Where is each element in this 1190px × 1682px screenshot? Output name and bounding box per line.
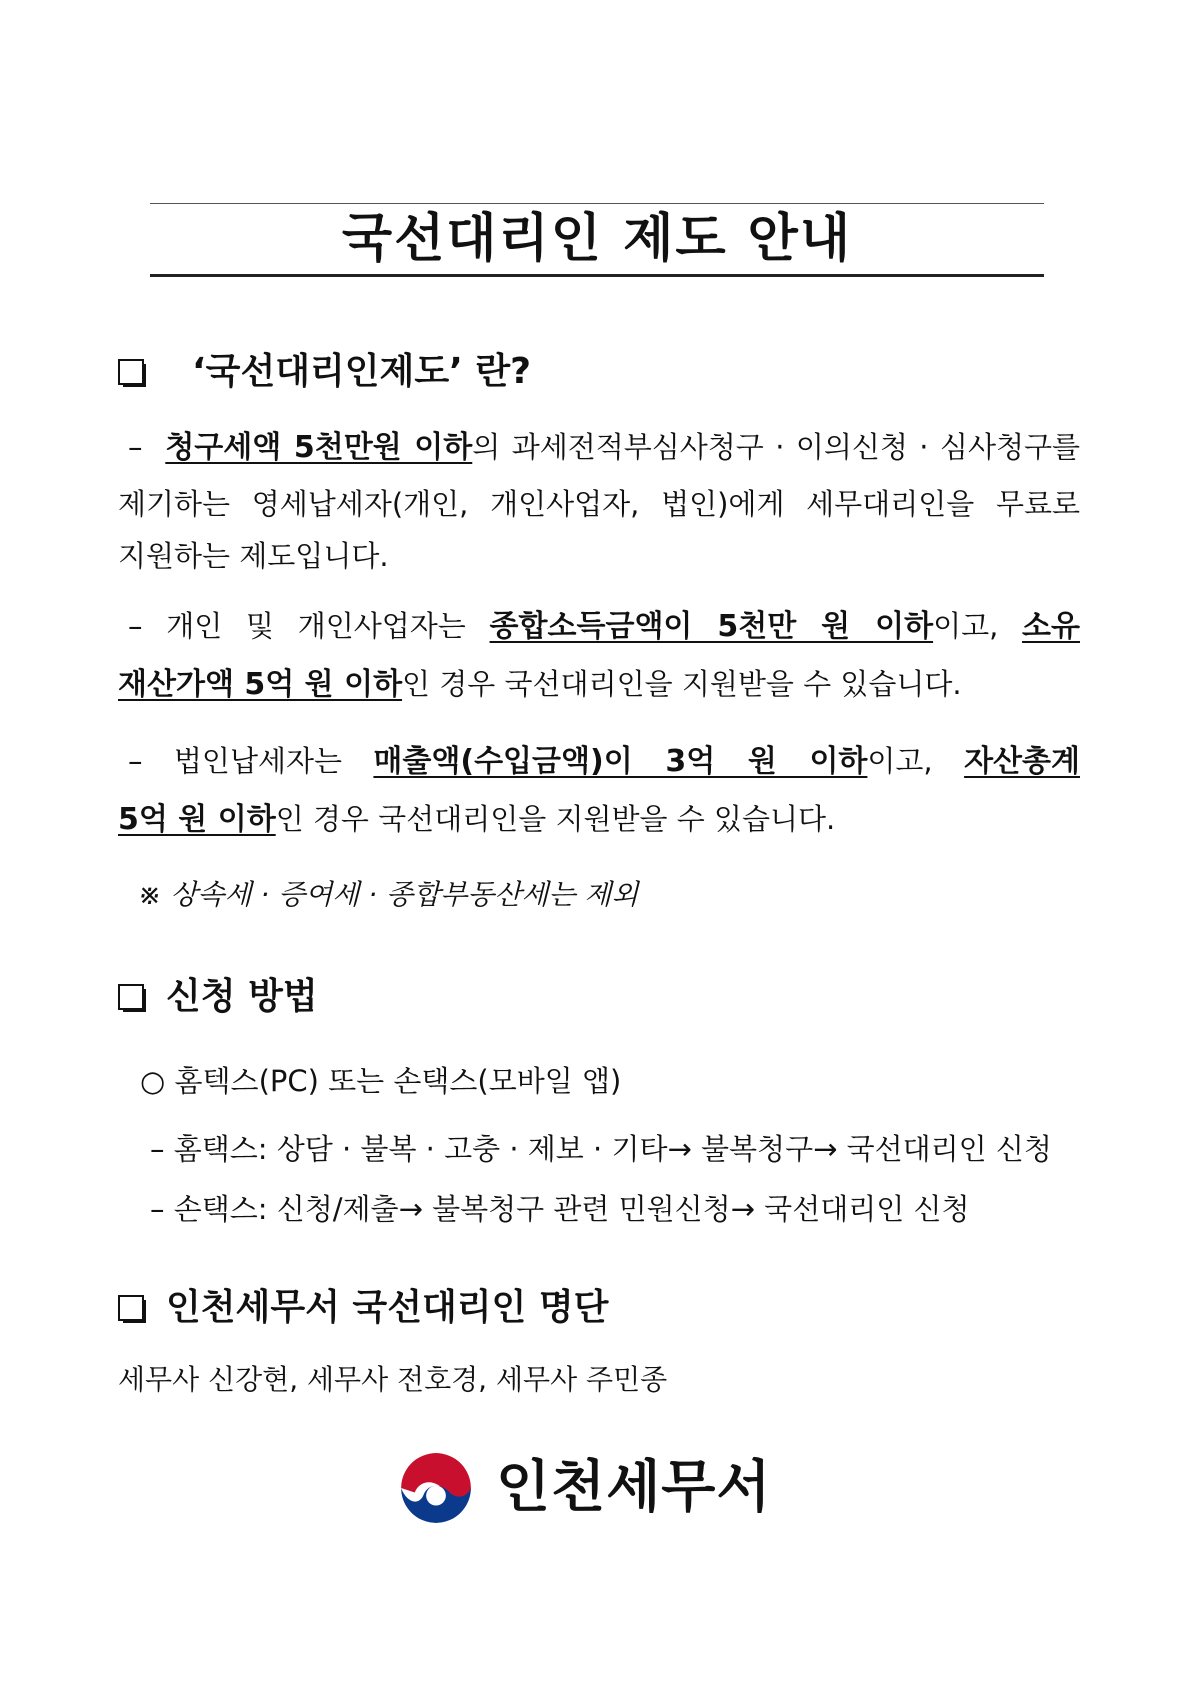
bullet-channels: ○ 홈텍스(PC) 또는 손택스(모바일 앱) (140, 1064, 622, 1098)
paragraph-line: – 법인납세자는 매출액(수입금액)이 3억 원 이하이고, 자산총계 (128, 744, 1080, 779)
section-heading-text: ‘국선대리인제도’ 란? (192, 351, 531, 392)
hometax-path: – 홈택스: 상담 · 불복 · 고충 · 제보 · 기타→ 불복청구→ 국선대리인 신청 (150, 1132, 1052, 1166)
exclusion-note: ※ 상속세 · 증여세 · 종합부동산세는 제외 (138, 878, 639, 911)
highlight-assets-value: 5억 원 이하 (118, 802, 276, 837)
paragraph-line: – 청구세액 5천만원 이하의 과세전적부심사청구 · 이의신청 · 심사청구를 (128, 430, 1081, 465)
paragraph-line: – 개인 및 개인사업자는 종합소득금액이 5천만 원 이하이고, 소유 (128, 609, 1081, 644)
section-heading-text: 인천세무서 국선대리인 명단 (166, 1287, 609, 1328)
title-rule-bottom (150, 274, 1044, 277)
checkbox-square-icon (118, 1295, 144, 1321)
roster-list: 세무사 신강현, 세무사 전호경, 세무사 주민종 (118, 1363, 668, 1396)
title-rule-top (150, 203, 1044, 204)
paragraph-line: 5억 원 이하인 경우 국선대리인을 지원받을 수 있습니다. (118, 802, 836, 837)
sontax-path: – 손택스: 신청/제출→ 불복청구 관련 민원신청→ 국선대리인 신청 (150, 1192, 970, 1226)
section-heading-apply (118, 975, 318, 1019)
checkbox-square-icon (118, 984, 144, 1010)
office-logo-text: 인천세무서 (496, 1455, 772, 1520)
highlight-assets: 자산총계 (964, 744, 1080, 779)
paragraph-line: 지원하는 제도입니다. (118, 539, 389, 573)
highlight-income: 종합소득금액이 5천만 원 이하 (489, 609, 934, 644)
paragraph-line: 제기하는 영세납세자(개인, 개인사업자, 법인)에게 세무대리인을 무료로 (118, 487, 1080, 521)
section-heading-text: 신청 방법 (166, 976, 318, 1017)
highlight-property: 소유 (1022, 609, 1081, 644)
page-title: 국선대리인 제도 안내 (341, 209, 853, 269)
office-logo (398, 1450, 771, 1526)
taegeuk-emblem-icon (398, 1450, 474, 1526)
section-heading-system (118, 350, 531, 394)
highlight-revenue: 매출액(수입금액)이 3억 원 이하 (373, 744, 868, 779)
paragraph-line: 재산가액 5억 원 이하인 경우 국선대리인을 지원받을 수 있습니다. (118, 667, 962, 702)
checkbox-square-icon (118, 359, 144, 385)
section-heading-roster (118, 1286, 608, 1330)
highlight-amount: 청구세액 5천만원 이하 (165, 430, 473, 465)
highlight-property-value: 재산가액 5억 원 이하 (118, 667, 403, 702)
